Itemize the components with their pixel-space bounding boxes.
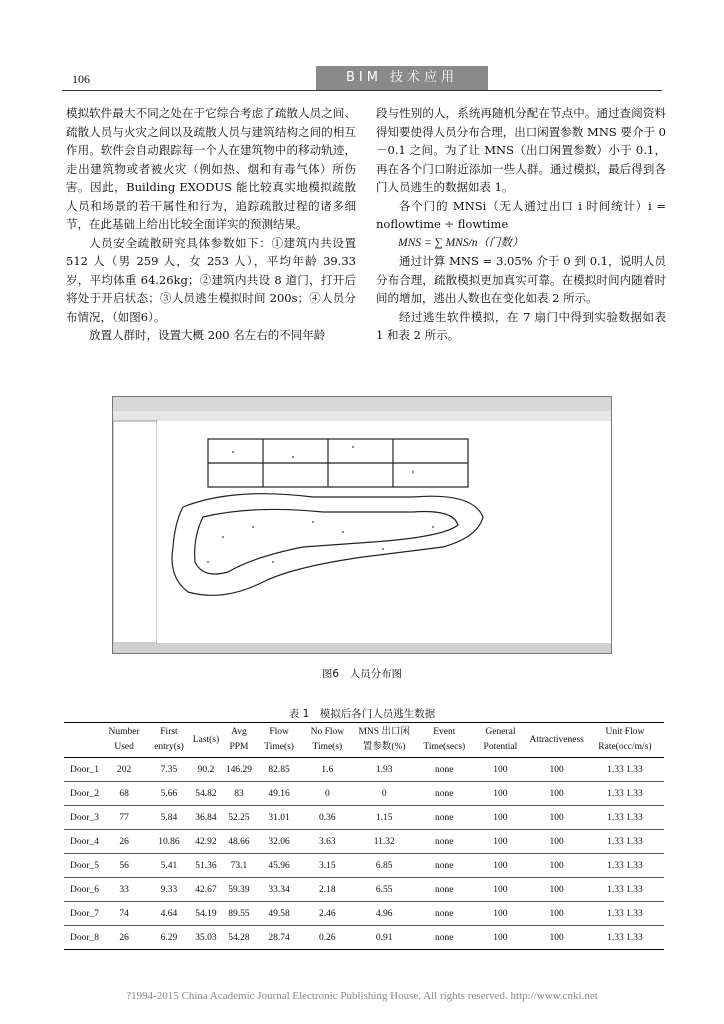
table-row	[64, 806, 664, 830]
paragraph: 放置人群时，设置大概 200 名左右的不同年龄	[89, 328, 326, 342]
table-cell: 32.06	[268, 836, 290, 847]
table-cell: 100	[493, 788, 508, 799]
table-cell: 83	[234, 788, 244, 799]
table-cell: none	[435, 836, 454, 847]
table-cell: 3.15	[319, 860, 336, 871]
table-cell: 3.63	[319, 836, 336, 847]
table-cell: 5.66	[160, 788, 178, 799]
paragraph: 各个门的 MNSi（无人通过出口 i 时间统计）i = noflowtime ÷ flowtime	[376, 198, 666, 231]
table-row	[64, 878, 664, 902]
table-cell: 74	[119, 908, 129, 919]
table-cell: 202	[117, 764, 132, 775]
table-row	[64, 854, 664, 878]
table-cell: 100	[549, 884, 564, 895]
table-cell: 146.29	[225, 764, 253, 775]
table-cell: 59.39	[228, 884, 250, 895]
table-cell: 100	[549, 836, 564, 847]
column-header: Flow Time(s)	[264, 727, 294, 752]
table-row	[64, 902, 664, 926]
column-header: Last(s)	[192, 734, 220, 745]
column-header: Event Time(secs)	[423, 727, 466, 752]
table-cell: Door_3	[70, 812, 100, 823]
column-header: Attractiveness	[529, 734, 584, 745]
table-cell: 1.33 1.33	[607, 788, 643, 799]
table-cell: none	[435, 932, 454, 943]
table-cell: 54.19	[195, 908, 217, 919]
header-rule	[62, 90, 662, 91]
table-cell: 1.33 1.33	[607, 860, 643, 871]
table-cell: 1.33 1.33	[607, 932, 643, 943]
table-cell: 28.74	[268, 932, 290, 943]
table-header-row	[64, 723, 664, 758]
running-title: BIM 技术应用	[316, 66, 488, 90]
table-cell: 10.86	[158, 836, 180, 847]
table-cell: 77	[119, 812, 129, 823]
table-cell: Door_1	[70, 764, 100, 775]
formula: MNS = ∑ MNS/n（门数）	[398, 236, 524, 249]
table-cell: 26	[119, 932, 129, 943]
table-cell: Door_4	[70, 836, 100, 847]
table-row	[64, 830, 664, 854]
column-header: Unit Flow Rate(occ/m/s)	[598, 727, 652, 752]
table-cell: none	[435, 812, 454, 823]
door-data-table	[64, 722, 664, 950]
table-cell: 0.91	[375, 932, 393, 943]
table-cell: none	[435, 884, 454, 895]
copyright-footer: ?1994-2015 China Academic Journal Electronic Publishing House. All rights reserved. http://www.cnki.net	[126, 990, 598, 1002]
table-row	[64, 926, 664, 950]
page-header	[62, 66, 662, 92]
table-cell: 100	[549, 908, 564, 919]
table-cell: 100	[493, 932, 508, 943]
paragraph: 段与性别的人，系统再随机分配在节点中。通过查阅资料得知要使得人员分布合理，出口闲置参数 MNS 要介于 0－0.1 之间。为了让 MNS（出口闲置参数）小于 0.1，再在各个门口附近添加一些人群。通过模拟，最后得到各门人员逃生的数据如表 1。	[376, 106, 666, 194]
table-cell: 49.16	[268, 788, 290, 799]
floor-plan-screenshot-icon	[113, 397, 611, 653]
table-cell: 33	[119, 884, 129, 895]
table-cell: 73.1	[230, 860, 248, 871]
table-cell: 7.35	[160, 764, 178, 775]
table-cell: none	[435, 860, 454, 871]
table-row	[64, 758, 664, 782]
table-cell: 35.03	[195, 932, 217, 943]
paragraph: 经过逃生软件模拟，在 7 扇门中得到实验数据如表 1 和表 2 所示。	[376, 309, 666, 342]
table-cell: Door_8	[70, 932, 100, 943]
column-header	[64, 723, 101, 758]
table-cell: 51.36	[195, 860, 217, 871]
table-cell: 6.55	[375, 884, 393, 895]
table-cell: 4.96	[375, 908, 393, 919]
table-cell: 54.28	[228, 932, 250, 943]
table-cell: 36.84	[195, 812, 217, 823]
table-cell: 31.01	[268, 812, 290, 823]
table-cell: 48.66	[228, 836, 250, 847]
table-cell: 68	[119, 788, 129, 799]
table-row	[64, 782, 664, 806]
figure-caption: 图6 人员分布图	[321, 668, 403, 680]
paragraph: 模拟软件最大不同之处在于它综合考虑了疏散人员之间、疏散人员与火灾之间以及疏散人员与建筑结构之间的相互作用。软件会自动跟踪每一个人在建筑物中的移动轨迹，走出建筑物或者被火灾（例如热、烟和有毒气体）所伤害。因此，Building EXODUS 能比较真实地模拟疏散人员和场景的若干属性和行为，追踪疏散过程的诸多细节，在此基础上给出比较全面详实的预测结果。	[66, 106, 356, 231]
table-cell: 100	[493, 764, 508, 775]
table-cell: 100	[549, 812, 564, 823]
table-cell: 1.93	[375, 764, 393, 775]
floor-plan-figure	[112, 396, 612, 654]
column-header: Number Used	[108, 727, 140, 752]
table-cell: 1.15	[375, 812, 393, 823]
table-cell: 6.85	[375, 860, 393, 871]
table-cell: 26	[119, 836, 129, 847]
table-cell: 100	[493, 836, 508, 847]
table-cell: 2.18	[319, 884, 336, 895]
table-cell: 100	[493, 908, 508, 919]
table-cell: 1.33 1.33	[607, 884, 643, 895]
table-cell: 100	[549, 860, 564, 871]
table-cell: 89.55	[228, 908, 250, 919]
left-column	[66, 104, 356, 345]
table-cell: 100	[493, 860, 508, 871]
table-cell: 52.25	[228, 812, 250, 823]
table-cell: 1.33 1.33	[607, 836, 643, 847]
column-header: First entry(s)	[154, 727, 184, 752]
column-header: No Flow Time(s)	[310, 727, 345, 752]
table-cell: 45.96	[268, 860, 290, 871]
table-caption: 表 1 模拟后各门人员逃生数据	[288, 708, 436, 720]
table-cell: 4.64	[160, 908, 178, 919]
table-cell: 100	[493, 812, 508, 823]
table-cell: 9.33	[160, 884, 178, 895]
table-cell: 2.46	[319, 908, 336, 919]
table-cell: Door_7	[70, 908, 100, 919]
table-cell: 42.67	[195, 884, 217, 895]
paragraph: 通过计算 MNS = 3.05% 介于 0 到 0.1，说明人员分布合理，疏散模拟更加真实可靠。在模拟时间内随着时间的增加，逃出人数也在变化如表 2 所示。	[376, 254, 666, 305]
table-cell: 56	[119, 860, 129, 871]
table-cell: 82.85	[268, 764, 290, 775]
table-cell: Door_5	[70, 860, 100, 871]
table-cell: none	[435, 764, 454, 775]
table-cell: 100	[549, 788, 564, 799]
table-cell: 33.34	[268, 884, 290, 895]
table-cell: 1.6	[321, 764, 334, 775]
column-header: MNS 出口闲置参数(%)	[358, 727, 410, 752]
table-cell: 0	[381, 788, 387, 799]
table-cell: 42.92	[195, 836, 217, 847]
table-cell: 90.2	[197, 764, 215, 775]
table-cell: none	[435, 788, 454, 799]
table-cell: 0	[324, 788, 330, 799]
paragraph: 人员安全疏散研究具体参数如下：①建筑内共设置 512 人（男 259 人，女 253 人），平均年龄 39.33 岁，平均体重 64.26kg；②建筑内共设 8 道门，打开后将处于开启状态；③人员逃生模拟时间 200s；④人员分布情况，（如图6）。	[66, 235, 356, 324]
table-cell: 11.32	[373, 836, 395, 847]
table-cell: 100	[549, 932, 564, 943]
table-cell: 6.29	[160, 932, 178, 943]
table-cell: 100	[493, 884, 508, 895]
table-cell: Door_6	[70, 884, 100, 895]
table-cell: none	[435, 908, 454, 919]
table-cell: 54.82	[195, 788, 217, 799]
page-number: 106	[72, 72, 90, 86]
table-cell: 1.33 1.33	[607, 764, 643, 775]
table-cell: 49.58	[268, 908, 290, 919]
table-cell: 5.84	[160, 812, 178, 823]
table-cell: Door_2	[70, 788, 100, 799]
table-cell: 5.41	[160, 860, 178, 871]
table-cell: 0.36	[319, 812, 336, 823]
right-column	[376, 104, 666, 345]
table-cell: 0.26	[319, 932, 336, 943]
column-header: General Potential	[483, 727, 518, 752]
table-cell: 1.33 1.33	[607, 908, 643, 919]
table-cell: 100	[549, 764, 564, 775]
column-header: Avg PPM	[229, 727, 249, 752]
table-cell: 1.33 1.33	[607, 812, 643, 823]
